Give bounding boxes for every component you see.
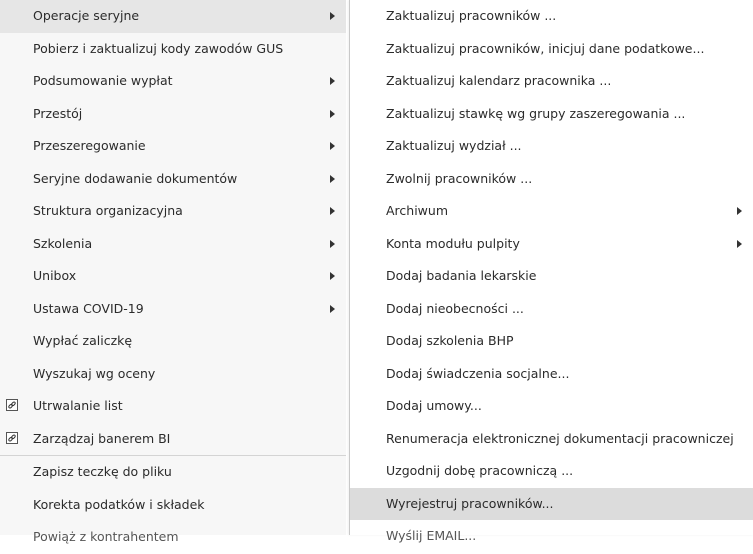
menu-item-label: Zaktualizuj pracowników ... (386, 8, 557, 23)
menu-item-unibox[interactable] (0, 260, 346, 293)
menu-item-label: Dodaj badania lekarskie (386, 268, 537, 283)
menu-item-pobierz-kody-gus[interactable] (0, 33, 346, 66)
menu-item-label: Zaktualizuj kalendarz pracownika ... (386, 73, 612, 88)
submenu-item-dodaj-nieobecnosci[interactable] (350, 293, 753, 326)
submenu-arrow-icon (330, 12, 335, 20)
menu-item-label: Szkolenia (33, 235, 93, 251)
menu-item-label: Wyszukaj wg oceny (33, 365, 156, 381)
menu-item-label: Uzgodnij dobę pracowniczą ... (386, 463, 574, 478)
context-menu (0, 0, 346, 544)
menu-item-label: Wyślij EMAIL... (386, 528, 477, 543)
submenu-arrow-icon (737, 207, 742, 215)
menu-item-szkolenia[interactable] (0, 228, 346, 261)
submenu-item-wyrejestruj[interactable] (350, 488, 753, 521)
submenu-item-zaktualizuj-stawke[interactable] (350, 98, 753, 131)
menu-item-przeszeregowanie[interactable] (0, 130, 346, 163)
menu-item-przestoj[interactable] (0, 98, 346, 131)
menu-item-label: Korekta podatków i składek (33, 496, 205, 512)
menu-item-label: Zaktualizuj stawkę wg grupy zaszeregowania ... (386, 105, 686, 121)
submenu-arrow-icon (330, 305, 335, 313)
menu-item-label: Archiwum (386, 203, 449, 218)
menu-item-label: Wyrejestruj pracowników... (386, 495, 554, 511)
submenu-item-dodaj-szkolenia-bhp[interactable] (350, 325, 753, 358)
link-icon (6, 432, 18, 444)
menu-item-label: Operacje seryjne (33, 8, 140, 23)
menu-item-label: Podsumowanie wypłat (33, 73, 173, 88)
menu-item-utrwalanie-list[interactable] (0, 390, 346, 423)
submenu-item-dodaj-badania[interactable] (350, 260, 753, 293)
menu-item-label: Zapisz teczkę do pliku (33, 464, 172, 479)
submenu-arrow-icon (330, 77, 335, 85)
menu-item-label: Dodaj umowy... (386, 398, 482, 413)
submenu-item-renumeracja[interactable] (350, 423, 753, 456)
submenu-arrow-icon (330, 272, 335, 280)
submenu-arrow-icon (330, 175, 335, 183)
submenu-item-zaktualizuj-wydzial[interactable] (350, 130, 753, 163)
menu-item-label: Seryjne dodawanie dokumentów (33, 170, 238, 186)
menu-item-label: Konta modułu pulpity (386, 235, 520, 251)
submenu-arrow-icon (330, 110, 335, 118)
menu-item-label: Zarządzaj banerem BI (33, 430, 171, 446)
submenu-item-dodaj-swiadczenia[interactable] (350, 358, 753, 391)
menu-item-korekta-podatkow[interactable] (0, 489, 346, 522)
menu-item-label: Dodaj nieobecności ... (386, 300, 524, 316)
menu-item-zarzadzaj-banerem[interactable] (0, 423, 346, 456)
menu-item-label: Dodaj szkolenia BHP (386, 333, 514, 348)
submenu-item-dodaj-umowy[interactable] (350, 390, 753, 423)
menu-item-label: Zaktualizuj wydział ... (386, 138, 522, 153)
menu-item-label: Zaktualizuj pracowników, inicjuj dane podatkowe... (386, 40, 705, 56)
submenu-arrow-icon (737, 240, 742, 248)
submenu-item-zwolnij-pracownikow[interactable] (350, 163, 753, 196)
link-icon (6, 399, 18, 411)
submenu-item-konta-modulu-pulpity[interactable] (350, 228, 753, 261)
menu-item-label: Wypłać zaliczkę (33, 333, 133, 348)
menu-item-label: Ustawa COVID-19 (33, 300, 144, 316)
menu-item-label: Pobierz i zaktualizuj kody zawodów GUS (33, 40, 284, 56)
submenu-arrow-icon (330, 240, 335, 248)
menu-item-label: Przestój (33, 105, 83, 121)
menu-item-label: Struktura organizacyjna (33, 203, 183, 218)
menu-item-label: Zwolnij pracowników ... (386, 170, 533, 186)
submenu-item-uzgodnij-dobe[interactable] (350, 455, 753, 488)
submenu-arrow-icon (330, 142, 335, 150)
menu-item-powiaz-z-kontrahentem[interactable] (0, 521, 346, 554)
menu-item-struktura-organizacyjna[interactable] (0, 195, 346, 228)
menu-item-ustawa-covid[interactable] (0, 293, 346, 326)
submenu-item-archiwum[interactable] (350, 195, 753, 228)
submenu-operacje-seryjne (349, 0, 753, 543)
menu-item-operacje-seryjne[interactable] (0, 0, 346, 33)
submenu-item-wyslij-email[interactable] (350, 520, 753, 553)
menu-item-label: Unibox (33, 268, 77, 283)
submenu-item-zaktualizuj-kalendarz[interactable] (350, 65, 753, 98)
menu-item-zapisz-teczke[interactable] (0, 455, 346, 489)
submenu-arrow-icon (330, 207, 335, 215)
menu-item-wyszukaj-wg-oceny[interactable] (0, 358, 346, 391)
menu-item-label: Dodaj świadczenia socjalne... (386, 365, 570, 381)
menu-item-label: Powiąż z kontrahentem (33, 529, 179, 544)
menu-item-seryjne-dodawanie[interactable] (0, 163, 346, 196)
menu-item-label: Utrwalanie list (33, 398, 123, 413)
menu-item-label: Renumeracja elektronicznej dokumentacji pracowniczej (386, 430, 734, 446)
menu-item-wyplac-zaliczke[interactable] (0, 325, 346, 358)
menu-item-podsumowanie-wyplat[interactable] (0, 65, 346, 98)
submenu-item-zaktualizuj-pracownikow[interactable] (350, 0, 753, 33)
menu-item-label: Przeszeregowanie (33, 138, 146, 153)
submenu-item-zaktualizuj-inicjuj-dane[interactable] (350, 33, 753, 66)
